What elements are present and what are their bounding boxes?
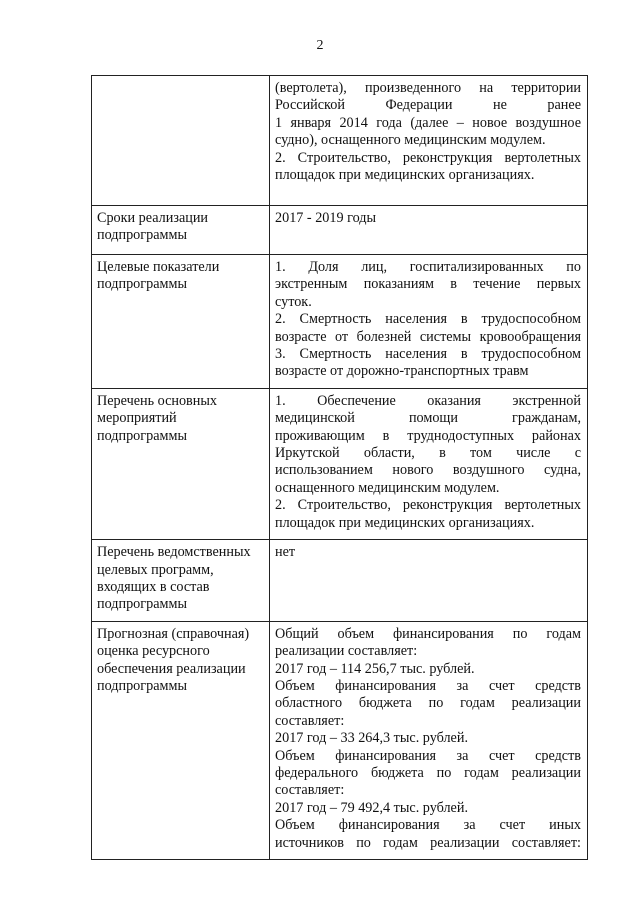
row-label-line: подпрограммы (97, 276, 187, 293)
row-label-cell (92, 206, 270, 255)
row-content-line: Российской Федерации не ранее (275, 97, 581, 114)
row-content-cell (270, 76, 588, 206)
subprogram-passport-table (91, 75, 588, 860)
row-content-line: 3. Смертность населения в трудоспособном (275, 346, 581, 363)
row-content-line: 2017 год – 33 264,3 тыс. рублей. (275, 730, 468, 747)
row-content-line: 2. Смертность населения в трудоспособном (275, 311, 581, 328)
row-content-line: возрасте от дорожно-транспортных травм (275, 363, 529, 380)
row-content-line: судно), оснащенного медицинским модулем. (275, 132, 546, 149)
table-row (92, 255, 588, 389)
row-label-line: подпрограммы (97, 227, 187, 244)
row-content-line: Объем финансирования за счет иных (275, 817, 581, 834)
row-content-line: (вертолета), произведенного на территории (275, 80, 581, 96)
row-content-line: 1. Обеспечение оказания экстренной (275, 392, 581, 409)
row-label-line: Целевые показатели (97, 259, 220, 275)
row-content-cell (270, 388, 588, 539)
row-content-line: реализации составляет: (275, 643, 418, 660)
row-content-line: экстренным показаниям в течение первых (275, 276, 581, 293)
row-label-line: мероприятий (97, 410, 177, 427)
row-content-line: 1. Доля лиц, госпитализированных по (275, 259, 581, 275)
table-body (92, 76, 588, 860)
row-content-line: источников по годам реализации составляет: (275, 834, 581, 851)
table-row (92, 540, 588, 622)
row-content-line: проживающим в труднодоступных районах (275, 427, 581, 444)
row-content-line: площадок при медицинских организациях. (275, 514, 535, 531)
row-label-cell (92, 621, 270, 859)
table-row (92, 206, 588, 255)
row-content-line: 2017 год – 79 492,4 тыс. рублей. (275, 799, 468, 816)
row-content-line: Иркутской области, в том числе с (275, 445, 581, 462)
row-content-line: составляет: (275, 712, 345, 729)
row-label-line: подпрограммы (97, 677, 187, 694)
row-content-cell (270, 206, 588, 255)
row-content-line: Общий объем финансирования по годам (275, 625, 581, 642)
row-content-cell (270, 255, 588, 389)
row-content-line: площадок при медицинских организациях. (275, 167, 535, 184)
table-row (92, 76, 588, 206)
row-label-line: Перечень основных (97, 392, 217, 409)
row-label-line: оценка ресурсного (97, 643, 210, 660)
row-label-line: Сроки реализации (97, 210, 209, 226)
row-label-cell (92, 255, 270, 389)
row-label-line: целевых программ, (97, 561, 214, 578)
row-content-line: оснащенного медицинским модулем. (275, 479, 500, 496)
row-content-line: Объем финансирования за счет средств (275, 677, 581, 694)
row-content-line: 1 января 2014 года (далее – новое воздушное (275, 114, 581, 131)
row-label-cell (92, 76, 270, 206)
row-content-line: федерального бюджета по годам реализации (275, 764, 581, 781)
row-content-line: использованием нового воздушного судна, (275, 462, 581, 479)
row-content-line: возрасте от болезней системы кровообращения (275, 328, 581, 345)
row-label-line: входящих в состав (97, 578, 210, 595)
row-content-line: областного бюджета по годам реализации (275, 695, 581, 712)
table-row (92, 388, 588, 539)
row-label-cell (92, 540, 270, 622)
row-content-line: 2017 год – 114 256,7 тыс. рублей. (275, 660, 475, 677)
row-label-line: подпрограммы (97, 596, 187, 613)
row-label-cell (92, 388, 270, 539)
row-content-line: 2017 - 2019 годы (275, 210, 377, 226)
row-label-line: подпрограммы (97, 427, 187, 444)
row-content-line: Объем финансирования за счет средств (275, 747, 581, 764)
row-content-cell (270, 621, 588, 859)
row-label-line: Прогнозная (справочная) (97, 625, 250, 642)
row-content-line: медицинской помощи гражданам, (275, 410, 581, 427)
row-content-cell (270, 540, 588, 622)
row-content-line: суток. (275, 293, 312, 310)
row-content-line: составляет: (275, 782, 345, 799)
row-content-line: нет (275, 544, 296, 561)
row-label-line: Перечень ведомственных (97, 544, 251, 561)
page-number: 2 (316, 38, 324, 53)
row-label-line: обеспечения реализации (97, 660, 246, 677)
row-content-line: 2. Строительство, реконструкция вертолетных (275, 497, 581, 514)
row-content-line: 2. Строительство, реконструкция вертолетных (275, 149, 581, 166)
table-row (92, 621, 588, 859)
